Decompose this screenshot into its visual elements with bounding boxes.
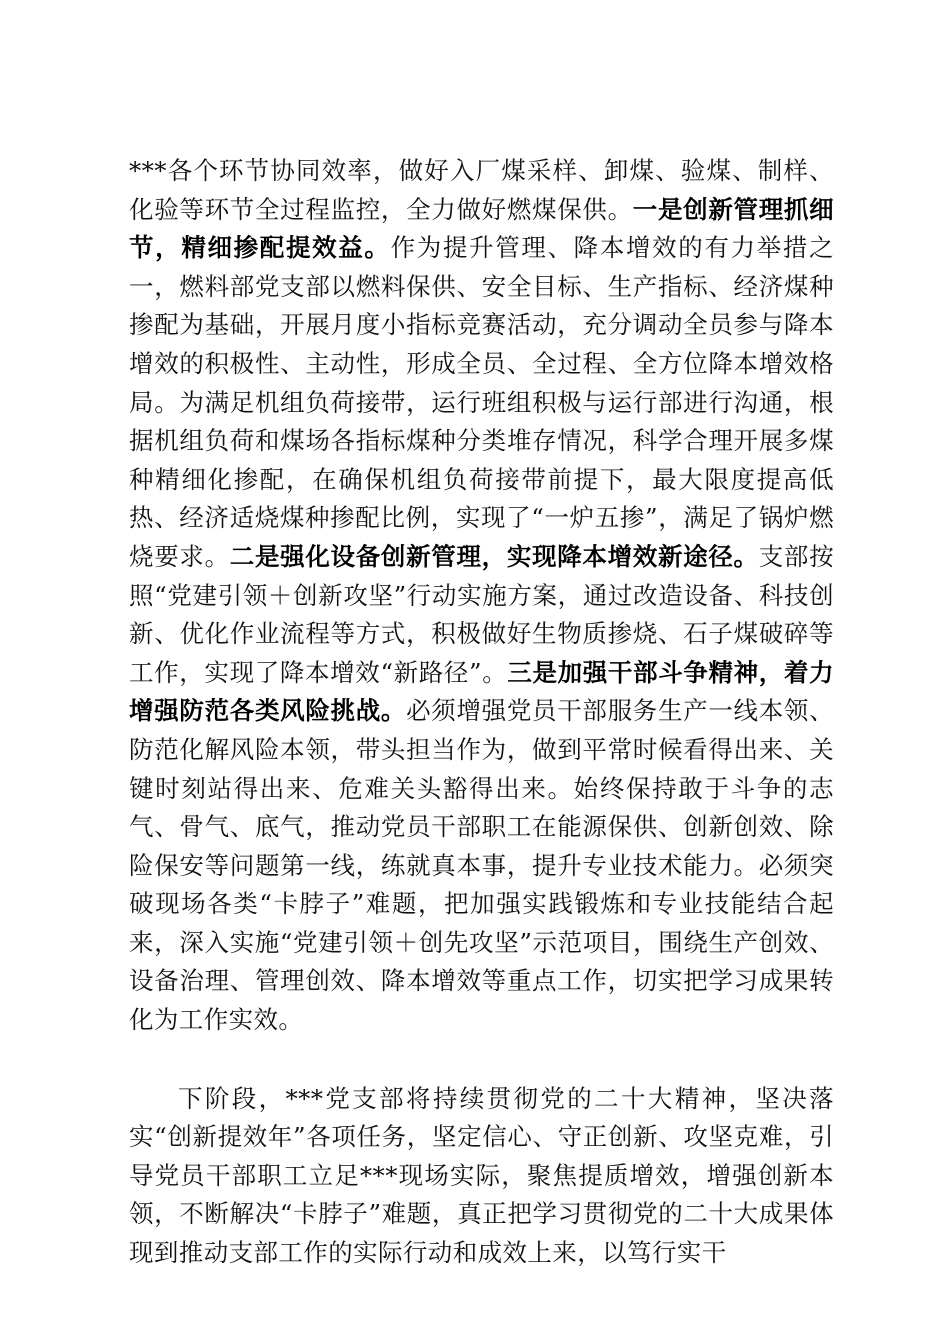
paragraph-1-heading-1: 一是创新管理抓细节，精细掺配提效益。 [129, 194, 835, 263]
document-body [129, 152, 834, 1273]
paragraph-1-heading-3: 三是加强干部斗争精神，着力增强防范各类风险挑战。 [129, 657, 834, 726]
paragraph-1-text-4: 必须增强党员干部服务生产一线本领、防范化解风险本领，带头担当作为，做到平常时候看得出来、关键时刻站得出来、危难关头豁得出来。始终保持敢于斗争的志气、骨气、底气，推动党员干部职工在能源保供、创新创效、除险保安等问题第一线，练就真本事，提升专业技术能力。必须突破现场各类“卡脖子”难题，把加强实践锻炼和专业技能结合起来，深入实施“党建引领＋创先攻坚”示范项目，围绕生产创效、设备治理、管理创效、降本增效等重点工作，切实把学习成果转化为工作实效。 [129, 696, 834, 1035]
paragraph-1-heading-2: 二是强化设备创新管理，实现降本增效新途径。 [229, 541, 759, 571]
paragraph-2: 下阶段，***党支部将持续贯彻党的二十大精神，坚决落实“创新提效年”各项任务，坚定信心、守正创新、攻坚克难，引导党员干部职工立足***现场实际，聚焦提质增效，增强创新本领，不断解决“卡脖子”难题，真正把学习贯彻党的二十大成果体现到推动支部工作的实际行动和成效上来，以笃行实干 [129, 1083, 834, 1268]
paragraph-1-text-3: 支部按照“党建引领＋创新攻坚”行动实施方案，通过改造设备、科技创新、优化作业流程等方式，积极做好生物质掺烧、石子煤破碎等工作，实现了降本增效“新路径”。 [129, 541, 834, 687]
paragraph-1-text-1: ***各个环节协同效率，做好入厂煤采样、卸煤、验煤、制样、化验等环节全过程监控，全力做好燃煤保供。 [129, 156, 834, 224]
paragraph-1 [129, 152, 834, 1040]
paragraph-1-text-2: 作为提升管理、降本增效的有力举措之一，燃料部党支部以燃料保供、安全目标、生产指标、经济煤种掺配为基础，开展月度小指标竞赛活动，充分调动全员参与降本增效的积极性、主动性，形成全员、全过程、全方位降本增效格局。为满足机组负荷接带，运行班组积极与运行部进行沟通，根据机组负荷和煤场各指标煤种分类堆存情况，科学合理开展多煤种精细化掺配，在确保机组负荷接带前提下，最大限度提高低热、经济适烧煤种掺配比例，实现了“一炉五掺”，满足了锅炉燃烧要求。 [129, 233, 834, 571]
